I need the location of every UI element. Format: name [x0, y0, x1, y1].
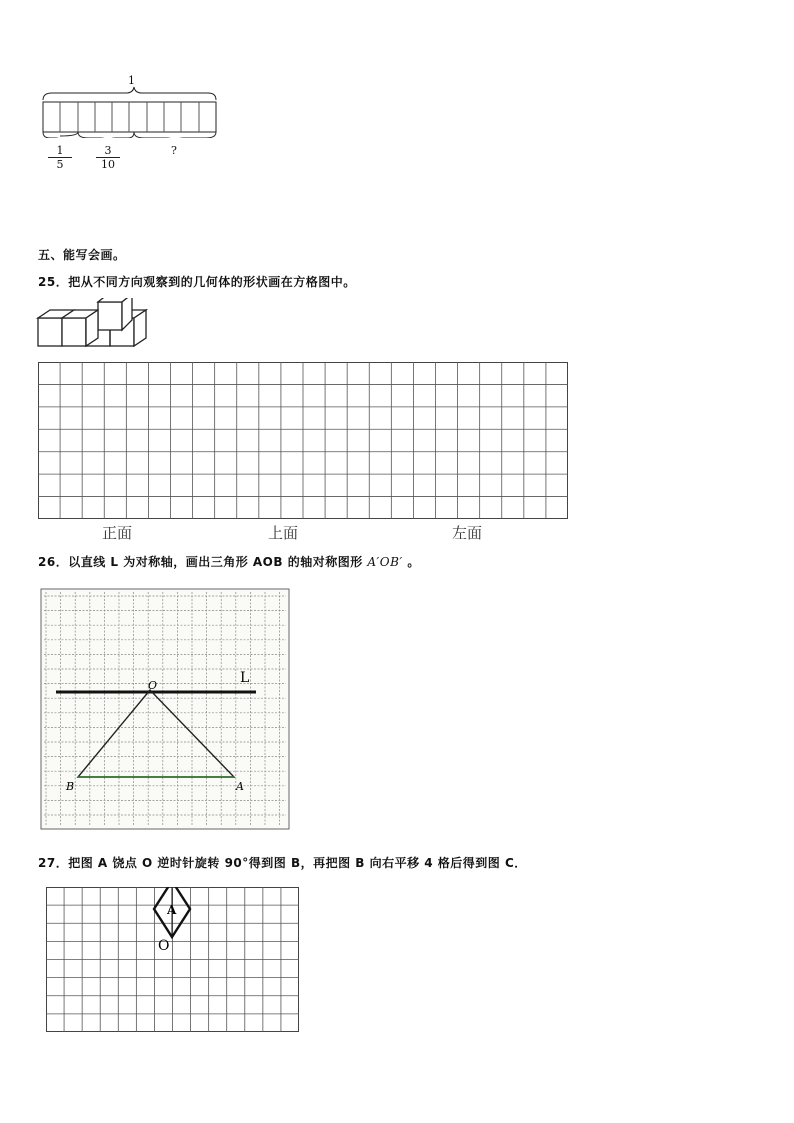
- bar-unknown-label: ?: [171, 144, 177, 157]
- label-point-o: O: [158, 938, 170, 954]
- cube-solid-figure: [36, 298, 152, 350]
- bar-model-figure: [38, 78, 228, 138]
- fraction-three-tenths: [96, 144, 120, 171]
- label-l: L: [240, 670, 250, 686]
- shape-label-a: A: [167, 903, 177, 917]
- question-26-math: A′OB′: [367, 555, 403, 569]
- label-a: A: [236, 780, 244, 793]
- view-label-front: 正面: [102, 524, 133, 542]
- label-o: O: [148, 679, 158, 692]
- bar-model: [38, 74, 228, 178]
- fraction-one-fifth: [48, 144, 72, 171]
- question-26-suffix: 。: [407, 555, 420, 569]
- fraction-denominator: 10: [101, 158, 115, 171]
- question-26-prefix: 26．以直线 L 为对称轴，画出三角形 AOB 的轴对称图形: [38, 555, 363, 569]
- question-25-text: 25．把从不同方向观察到的几何体的形状画在方格图中。: [38, 275, 356, 289]
- section-title: 五、能写会画。: [38, 248, 126, 262]
- fraction-numerator: 1: [48, 144, 72, 158]
- view-label-top: 上面: [268, 524, 299, 542]
- fraction-numerator: 3: [96, 144, 120, 158]
- q25-grid[interactable]: [38, 362, 569, 520]
- q27-grid-figure[interactable]: [46, 887, 300, 1033]
- view-label-left: 左面: [452, 524, 483, 542]
- bar-total-label: 1: [128, 74, 135, 87]
- label-b: B: [66, 780, 75, 793]
- question-26-text: [38, 553, 420, 570]
- question-27-text: 27．把图 A 饶点 O 逆时针旋转 90°得到图 B，再把图 B 向右平移 4 格后得到图 C．: [38, 856, 527, 870]
- fraction-denominator: 5: [56, 158, 64, 171]
- q26-grid-figure[interactable]: [40, 588, 292, 832]
